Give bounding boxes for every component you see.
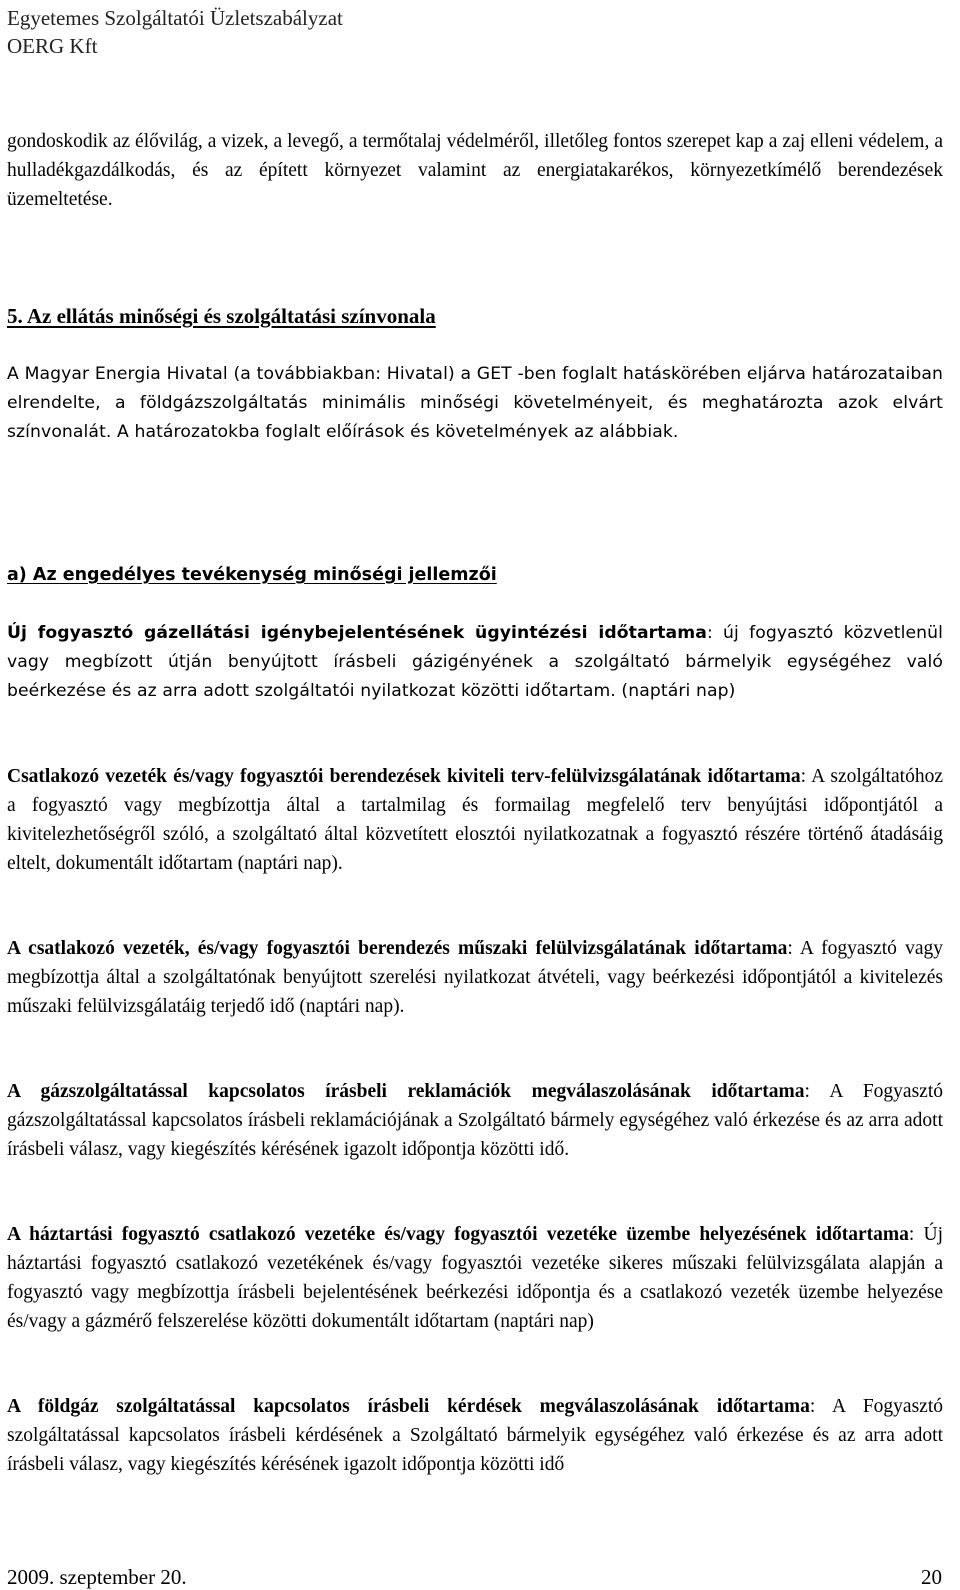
definition-term: A háztartási fogyasztó csatlakozó vezetéke és/vagy fogyasztói vezetéke üzembe helyezésének időtartama [7, 1224, 909, 1245]
definition-text: : Új háztartási fogyasztó csatlakozó vezetékének és/vagy fogyasztói vezetéke sikeres műszaki felülvizsgálata alapján a fogyasztó vagy megbízottja írásbeli bejelentésének beérkezési időpontja és a csatlakozó vezeték üzembe helyezése és/vagy a gázmérő felszerelése közötti dokumentált időtartam (naptári nap) [7, 1224, 943, 1332]
definition-item [7, 619, 943, 706]
intro-paragraph [7, 127, 943, 214]
company-name: OERG Kft [7, 34, 98, 58]
definition-term: Új fogyasztó gázellátási igénybejelentésének ügyintézési időtartama [7, 623, 707, 643]
definition-term: A gázszolgáltatással kapcsolatos írásbeli reklamációk megválaszolásának időtartama [7, 1081, 805, 1102]
definition-text: : A Fogyasztó szolgáltatással kapcsolatos írásbeli kérdésének a Szolgáltató bármelyik egységéhez való érkezése és az arra adott írásbeli válasz, vagy kiegészítés kérésének igazolt időpontja közötti idő [7, 1396, 943, 1475]
definition-item [7, 1220, 943, 1336]
definition-text: : A szolgáltatóhoz a fogyasztó vagy megbízottja által a tartalmilag és formailag megfelelő terv benyújtási időpontjától a kivitelezhetőségről szóló, a szolgáltató által közvetített elosztói nyilatkozatnak a fogyasztó részére történő átadásáig eltelt, dokumentált időtartam (naptári nap). [7, 766, 943, 874]
definition-item [7, 934, 943, 1021]
intro-text: gondoskodik az élővilág, a vizek, a levegő, a termőtalaj védelméről, illetőleg fontos szerepet kap a zaj elleni védelem, a hulladékgazdálkodás, és az épített környezet valamint az energiatakarékos, környezetkímélő berendezések üzemeltetése. [7, 131, 943, 210]
definition-term: Csatlakozó vezeték és/vagy fogyasztói berendezések kiviteli terv-felülvizsgálatának időtartama [7, 766, 801, 787]
section-5-heading: 5. Az ellátás minőségi és szolgáltatási színvonala [7, 304, 436, 328]
page-number: 20 [921, 1565, 942, 1589]
definition-item [7, 1392, 943, 1479]
definition-term: A földgáz szolgáltatással kapcsolatos írásbeli kérdések megválaszolásának időtartama [7, 1396, 810, 1417]
page-header [7, 4, 343, 60]
definition-text: : új fogyasztó közvetlenül vagy megbízott útján benyújtott írásbeli gázigényének a szolgáltató bármelyik egységéhez való beérkezése és az arra adott szolgáltatói nyilatkozat közötti időtartam. (naptári nap) [7, 623, 943, 701]
footer-date: 2009. szeptember 20. [7, 1565, 187, 1589]
section-5-text: A Magyar Energia Hivatal (a továbbiakban: Hivatal) a GET -ben foglalt hatáskörében eljárva határozataiban elrendelte, a földgázszolgáltatás minimális minőségi követelményeit, és meghatározta azok elvárt színvonalát. A határozatokba foglalt előírások és követelmények az alábbiak. [7, 364, 943, 442]
definition-item [7, 762, 943, 878]
document-title: Egyetemes Szolgáltatói Üzletszabályzat [7, 6, 343, 30]
section-5-body [7, 360, 943, 447]
subsection-a-heading: a) Az engedélyes tevékenység minőségi jellemzői [7, 565, 497, 585]
definition-text: : A Fogyasztó gázszolgáltatással kapcsolatos írásbeli reklamációjának a Szolgáltató bármely egységéhez való érkezése és az arra adott írásbeli válasz, vagy kiegészítés kérésének igazolt időpontja közötti idő. [7, 1081, 943, 1160]
definition-text: : A fogyasztó vagy megbízottja által a szolgáltatónak benyújtott szerelési nyilatkozat átvételi, vagy beérkezési időpontjától a kivitelezés műszaki felülvizsgálatáig terjedő idő (naptári nap). [7, 938, 943, 1017]
definition-item [7, 1077, 943, 1164]
definition-term: A csatlakozó vezeték, és/vagy fogyasztói berendezés műszaki felülvizsgálatának időtartama [7, 938, 788, 959]
